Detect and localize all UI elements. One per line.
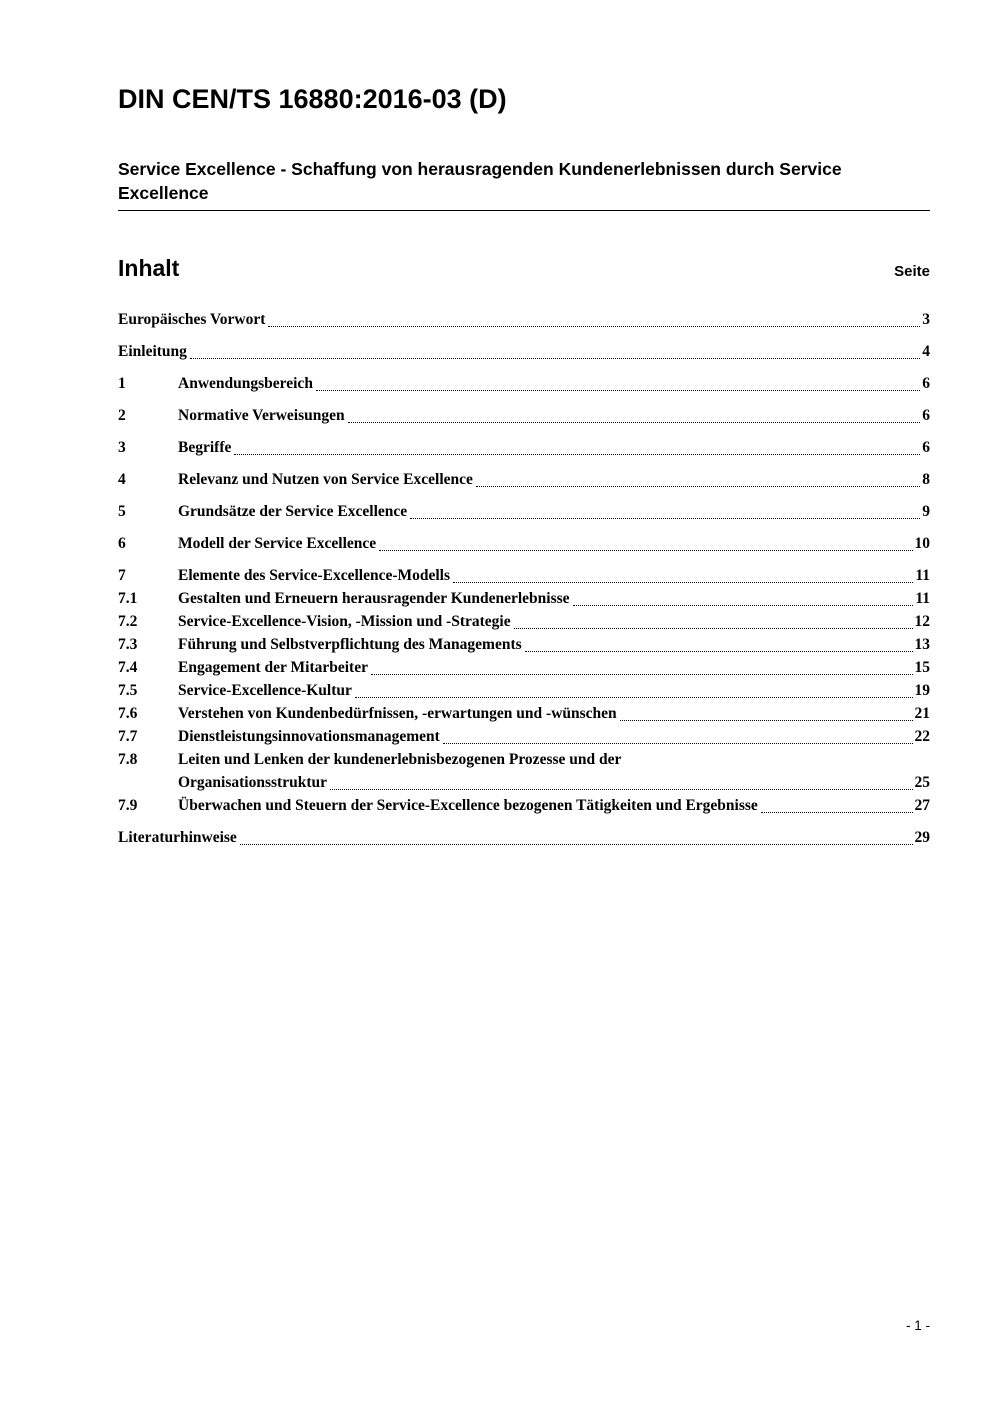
toc-entry-label: Einleitung [118,343,187,361]
toc-entry-number: 7.7 [118,728,138,746]
toc-entry-label: Anwendungsbereich [178,375,313,393]
toc-entry [118,404,930,427]
toc-entry [118,532,930,555]
toc-entry-label: Führung und Selbstverpflichtung des Managements [178,636,522,654]
toc-entry-page: 13 [914,636,930,654]
toc-entry-page: 11 [915,567,930,585]
table-of-contents [118,308,930,849]
toc-entry-label: Relevanz und Nutzen von Service Excellence [178,471,473,489]
toc-entry-number: 7.2 [118,613,138,631]
toc-entry [118,436,930,459]
toc-entry [118,725,930,748]
toc-entry [118,587,930,610]
page-number-footer: - 1 - [905,1318,930,1333]
toc-entry-page: 6 [922,375,930,393]
toc-entry-page: 10 [914,535,930,553]
toc-entry-label: Modell der Service Excellence [178,535,377,553]
toc-entry [118,794,930,817]
toc-leader-dots [379,550,912,551]
toc-leader-dots [348,422,921,423]
toc-entry [118,610,930,633]
toc-heading: Inhalt [118,255,180,282]
toc-entry-label: Normative Verweisungen [178,407,345,425]
toc-entry-page: 3 [922,311,930,329]
toc-entry [118,826,930,849]
toc-entry-page: 27 [914,797,930,815]
toc-entry-number: 7.5 [118,682,138,700]
toc-entry [118,771,930,794]
toc-entry-number: 4 [118,471,126,489]
toc-entry-number: 7.8 [118,751,138,769]
toc-entry [118,372,930,395]
toc-entry-number: 3 [118,439,126,457]
toc-entry [118,468,930,491]
toc-leader-dots [410,518,920,519]
toc-entry [118,656,930,679]
toc-leader-dots [190,358,920,359]
toc-entry-label: Organisationsstruktur [178,774,327,792]
toc-leader-dots [525,651,913,652]
toc-entry-page: 12 [914,613,930,631]
toc-entry [118,702,930,725]
toc-entry-label: Literaturhinweise [118,829,237,847]
toc-entry-number: 5 [118,503,126,521]
toc-entry-page: 19 [914,682,930,700]
toc-entry-page: 15 [914,659,930,677]
toc-entry-label: Europäisches Vorwort [118,311,266,329]
toc-entry-page: 9 [922,503,930,521]
toc-leader-dots [514,628,913,629]
subtitle-divider [118,210,930,211]
toc-leader-dots [573,605,914,606]
page-column-label: Seite [894,263,930,281]
toc-entry [118,500,930,523]
toc-entry-number: 7.1 [118,590,138,608]
toc-leader-dots [240,844,913,845]
toc-entry-page: 21 [914,705,930,723]
toc-entry-page: 6 [922,439,930,457]
toc-entry-label: Service-Excellence-Kultur [178,682,352,700]
toc-entry-page: 22 [914,728,930,746]
toc-entry-number: 7 [118,567,126,585]
toc-entry-page: 29 [914,829,930,847]
document-title: DIN CEN/TS 16880:2016-03 (D) [118,84,507,114]
toc-entry [118,564,930,587]
toc-entry-number: 7.9 [118,797,138,815]
toc-entry [118,748,930,771]
toc-leader-dots [620,720,913,721]
toc-entry [118,679,930,702]
toc-entry-label: Service-Excellence-Vision, -Mission und -Strategie [178,613,511,631]
toc-header [118,255,930,282]
toc-entry-label: Dienstleistungsinnovationsmanagement [178,728,440,746]
toc-entry-label: Gestalten und Erneuern herausragender Kundenerlebnisse [178,590,570,608]
toc-entry-number: 7.3 [118,636,138,654]
toc-leader-dots [371,674,913,675]
toc-entry-number: 1 [118,375,126,393]
toc-leader-dots [234,454,920,455]
toc-entry-number: 6 [118,535,126,553]
toc-entry-label: Begriffe [178,439,232,457]
toc-leader-dots [268,326,920,327]
toc-entry [118,633,930,656]
toc-entry-page: 4 [922,343,930,361]
toc-entry-page: 11 [915,590,930,608]
toc-leader-dots [453,582,913,583]
toc-leader-dots [355,697,913,698]
document-subtitle: Service Excellence - Schaffung von herausragenden Kundenerlebnissen durch Service Excellence [118,159,842,204]
toc-leader-dots [761,812,913,813]
toc-leader-dots [316,390,920,391]
toc-entry-label: Engagement der Mitarbeiter [178,659,368,677]
toc-entry-label: Überwachen und Steuern der Service-Excellence bezogenen Tätigkeiten und Ergebnisse [178,797,758,815]
toc-entry [118,308,930,331]
toc-entry-label: Grundsätze der Service Excellence [178,503,408,521]
toc-leader-dots [443,743,913,744]
toc-leader-dots [330,789,913,790]
toc-entry-number: 2 [118,407,126,425]
toc-leader-dots [476,486,920,487]
toc-entry-page: 25 [914,774,930,792]
toc-entry-page: 8 [922,471,930,489]
toc-entry-number: 7.4 [118,659,138,677]
toc-entry-label: Verstehen von Kundenbedürfnissen, -erwartungen und -wünschen [178,705,617,723]
toc-entry [118,340,930,363]
toc-entry-label: Leiten und Lenken der kundenerlebnisbezogenen Prozesse und der [178,751,622,769]
toc-entry-label: Elemente des Service-Excellence-Modells [178,567,451,585]
toc-entry-page: 6 [922,407,930,425]
toc-entry-number: 7.6 [118,705,138,723]
